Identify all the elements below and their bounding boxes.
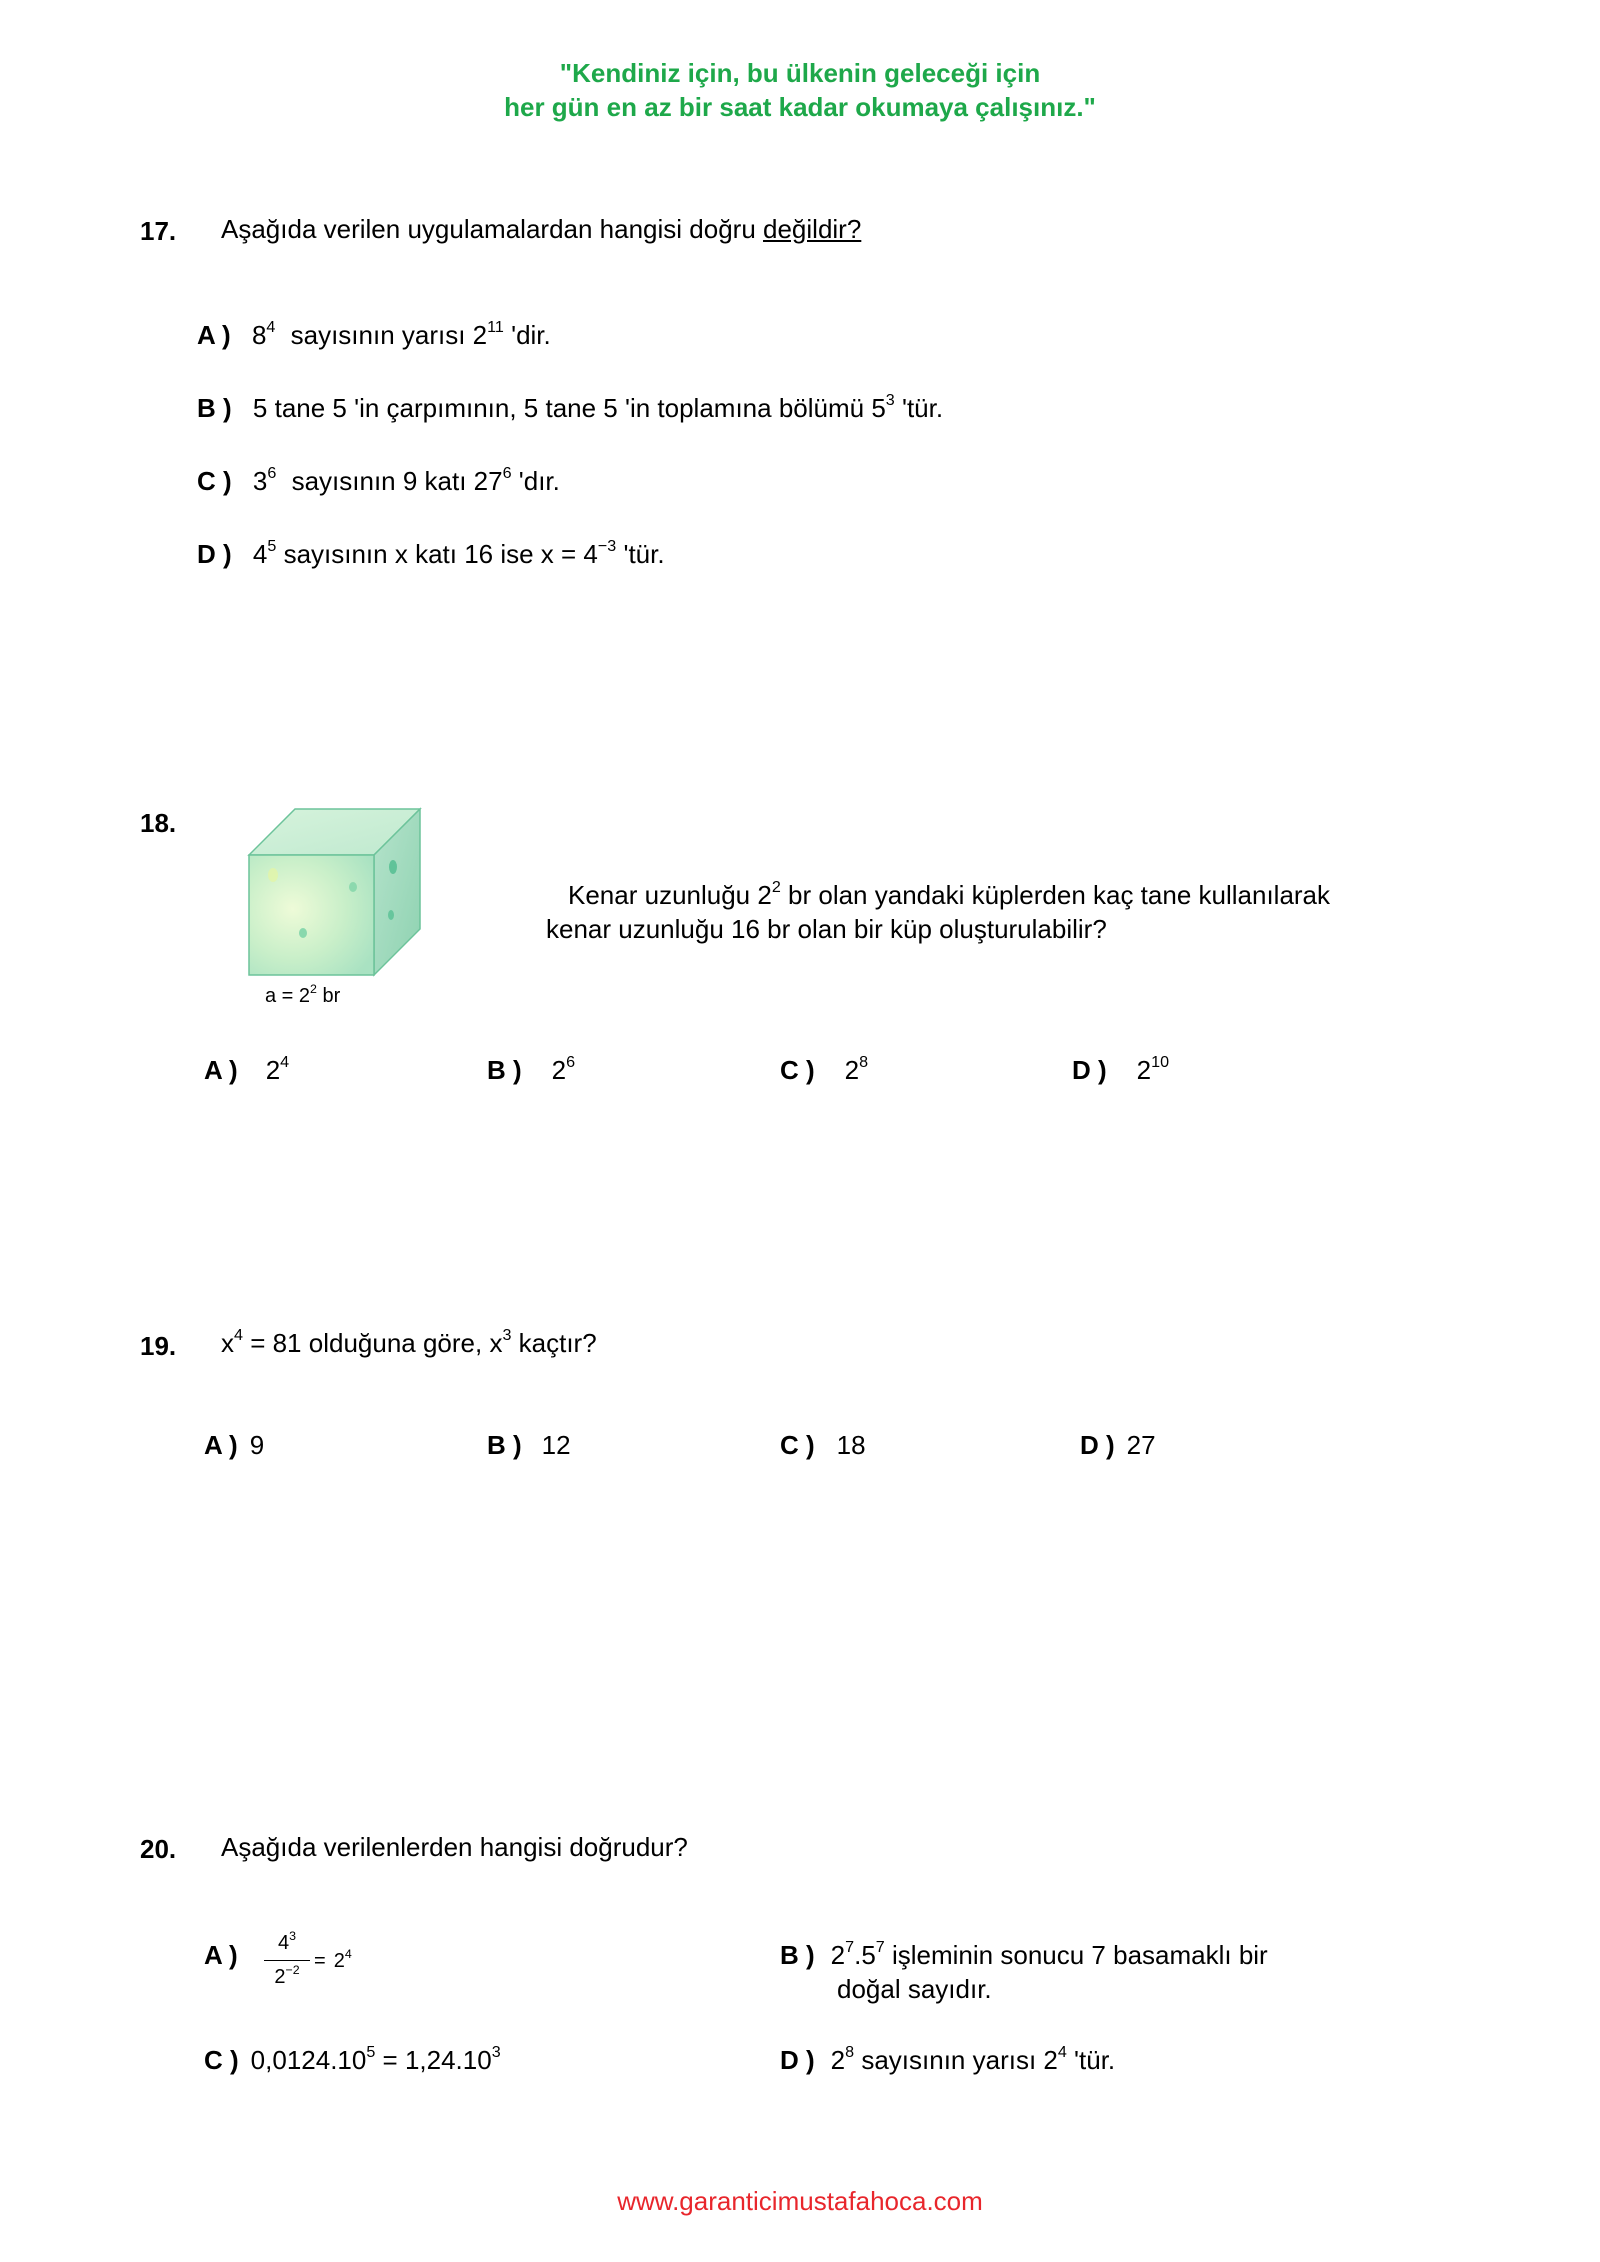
base: 2 <box>830 1940 846 1970</box>
exponent: 3 <box>502 1326 512 1345</box>
base: 2 <box>274 1966 286 1988</box>
question-18-number: 18. <box>140 808 177 838</box>
question-17-option-a <box>197 320 551 351</box>
exponent: 8 <box>859 1053 869 1072</box>
text: işleminin sonucu 7 basamaklı bir <box>884 1940 1268 1970</box>
fraction-numerator <box>264 1929 310 1955</box>
exponent: 4 <box>266 318 276 337</box>
option-label: D ) <box>197 539 232 569</box>
text: 0,0124.10 <box>250 2045 367 2075</box>
exponent: 4 <box>234 1326 243 1345</box>
question-19-stem <box>221 1328 597 1359</box>
exponent: 6 <box>267 464 277 483</box>
exponent: 11 <box>487 318 504 337</box>
exponent: 7 <box>845 1938 855 1957</box>
footer-website-link[interactable]: www.garanticimustafahoca.com <box>617 2186 983 2216</box>
exponent: 6 <box>566 1053 576 1072</box>
text: 'tür. <box>1066 2045 1116 2075</box>
exponent: 4 <box>344 1947 352 1962</box>
question-19-option-c <box>780 1430 866 1461</box>
option-text: 'dır. <box>511 466 560 496</box>
caption-text: a = 2 <box>265 985 311 1007</box>
question-17-option-b <box>197 393 943 424</box>
cube-spot <box>389 860 397 874</box>
exponent: 7 <box>875 1938 885 1957</box>
base: 2 <box>830 2045 846 2075</box>
fraction-bar <box>264 1960 310 1961</box>
motto-line-1: "Kendiniz için, bu ülkenin geleceği için <box>559 58 1041 88</box>
text: = 81 olduğuna göre, x <box>242 1328 503 1358</box>
exponent: 4 <box>1057 2043 1067 2062</box>
option-label: C ) <box>780 1430 815 1460</box>
cube-front-face <box>249 855 374 975</box>
exponent: 6 <box>502 464 512 483</box>
option-text: sayısının x katı 16 ise x = 4 <box>276 539 598 569</box>
base: 2 <box>1136 1055 1152 1085</box>
base: 2 <box>333 1950 345 1972</box>
exponent: −2 <box>285 1963 300 1978</box>
question-18-text-line-2: kenar uzunluğu 16 br olan bir küp oluşturulabilir? <box>546 914 1107 944</box>
motto-line-2: her gün en az bir saat kadar okumaya çalışınız." <box>504 92 1096 122</box>
exponent: 10 <box>1151 1053 1170 1072</box>
option-label: D ) <box>1072 1055 1107 1085</box>
cube-spot <box>388 910 394 920</box>
option-label: C ) <box>204 2045 239 2075</box>
exponent: 5 <box>366 2043 376 2062</box>
option-text: sayısının yarısı 2 <box>290 320 488 350</box>
question-18-text-line-1 <box>568 880 1330 911</box>
question-20-number: 20. <box>140 1834 177 1864</box>
exponent: 3 <box>885 391 895 410</box>
option-label: B ) <box>487 1430 522 1460</box>
question-19-number: 19. <box>140 1331 177 1361</box>
option-text: 'tür. <box>616 539 665 569</box>
option-label: B ) <box>487 1055 522 1085</box>
question-19-option-a <box>204 1430 264 1461</box>
question-19-option-d <box>1080 1430 1156 1461</box>
option-value: 9 <box>249 1430 265 1460</box>
base: 2 <box>265 1055 281 1085</box>
text: kaçtır? <box>511 1328 597 1358</box>
text: .5 <box>854 1940 876 1970</box>
exponent: 3 <box>491 2043 501 2062</box>
question-20-option-b <box>780 1940 1268 1971</box>
option-value: 18 <box>836 1430 866 1460</box>
text: x <box>221 1328 234 1358</box>
option-label: D ) <box>780 2045 815 2075</box>
caption-text: br <box>316 985 341 1007</box>
cube-spot <box>268 868 278 882</box>
question-17-option-c <box>197 466 560 497</box>
exponent: −3 <box>597 537 617 556</box>
cube-figure <box>245 805 425 977</box>
question-20-option-d <box>780 2045 1115 2076</box>
exponent: 4 <box>280 1053 290 1072</box>
question-17-stem <box>221 214 861 245</box>
option-text: 5 tane 5 'in çarpımının, 5 tane 5 'in toplamına bölümü 5 <box>252 393 886 423</box>
question-18-option-d <box>1072 1055 1169 1086</box>
option-label: A ) <box>204 1055 238 1085</box>
cube-spot <box>299 928 307 938</box>
question-20-stem: Aşağıda verilenlerden hangisi doğrudur? <box>221 1832 688 1862</box>
text: = 1,24.10 <box>375 2045 492 2075</box>
base: 8 <box>251 320 267 350</box>
option-label: C ) <box>197 466 232 496</box>
option-label: B ) <box>780 1940 815 1970</box>
exponent: 8 <box>845 2043 855 2062</box>
question-17-option-d <box>197 539 665 570</box>
cube-spot <box>349 882 357 892</box>
exponent: 3 <box>289 1929 297 1944</box>
question-18-option-c <box>780 1055 868 1086</box>
base: 4 <box>252 539 268 569</box>
option-value: 12 <box>541 1430 571 1460</box>
option-label: A ) <box>204 1430 238 1460</box>
fraction-denominator <box>264 1963 310 1989</box>
fraction-equals <box>314 1947 352 1973</box>
exponent: 2 <box>771 878 781 897</box>
equals-sign: = <box>314 1950 326 1972</box>
option-text: sayısının 9 katı 27 <box>291 466 503 496</box>
question-20-option-a-label: A ) <box>204 1940 238 1970</box>
question-18-option-b <box>487 1055 575 1086</box>
text: br olan yandaki küplerden kaç tane kullanılarak <box>780 880 1331 910</box>
option-label: B ) <box>197 393 232 423</box>
text: sayısının yarısı 2 <box>854 2045 1058 2075</box>
question-18-option-a <box>204 1055 289 1086</box>
option-text: 'dir. <box>503 320 551 350</box>
base: 2 <box>844 1055 860 1085</box>
question-17-stem-text: Aşağıda verilen uygulamalardan hangisi doğru <box>221 214 764 244</box>
option-label: C ) <box>780 1055 815 1085</box>
option-label: A ) <box>197 320 231 350</box>
question-17-stem-underlined: değildir? <box>763 214 862 244</box>
option-label: D ) <box>1080 1430 1115 1460</box>
question-20-option-b-line-2: doğal sayıdır. <box>837 1974 992 2004</box>
text: Kenar uzunluğu 2 <box>568 880 772 910</box>
base: 4 <box>277 1932 290 1954</box>
question-17-number: 17. <box>140 216 177 246</box>
option-value: 27 <box>1126 1430 1156 1460</box>
question-20-option-c <box>204 2045 501 2076</box>
exponent: 5 <box>267 537 277 556</box>
option-text: 'tür. <box>894 393 944 423</box>
exponent: 2 <box>310 982 317 997</box>
question-19-option-b <box>487 1430 571 1461</box>
base: 2 <box>551 1055 567 1085</box>
cube-caption <box>265 982 341 1008</box>
base: 3 <box>252 466 268 496</box>
